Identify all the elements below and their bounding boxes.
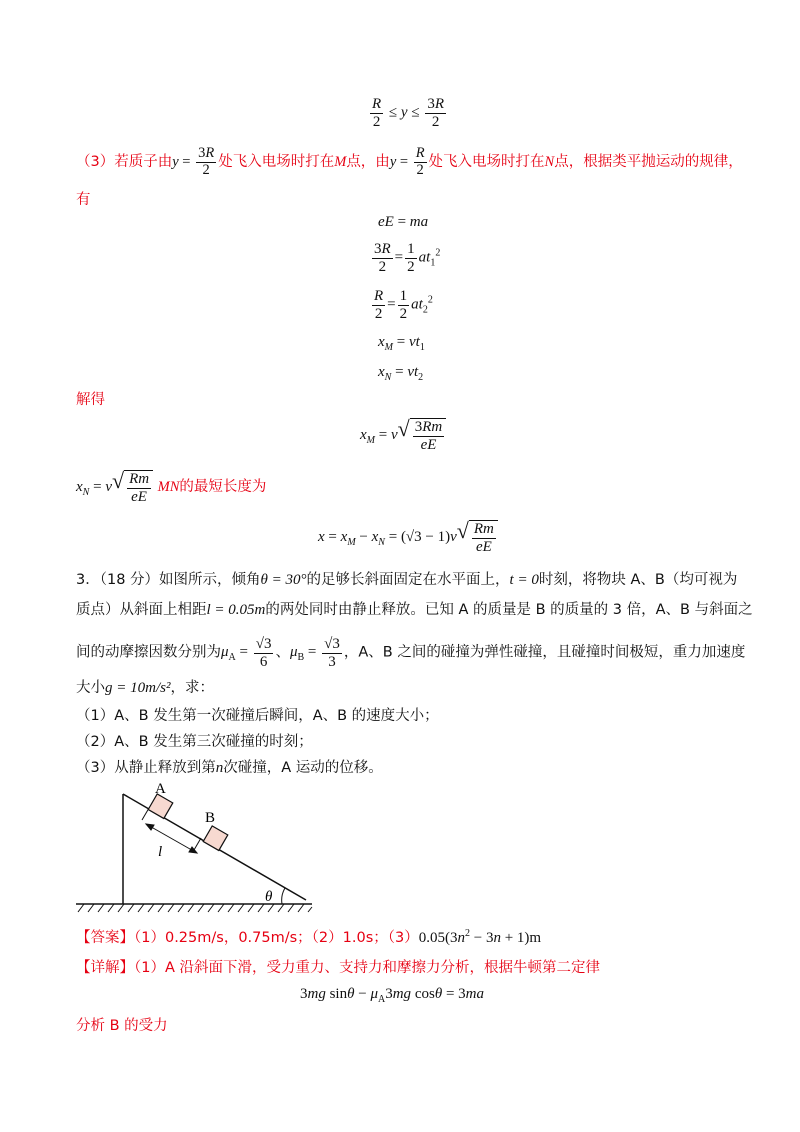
q3-sub1: （1）A、B 发生第一次碰撞后瞬间，A、B 的速度大小； [76, 708, 439, 724]
part3-intro-cont: 有 [76, 192, 91, 208]
jie-de-label: 解得 [76, 392, 105, 408]
distance-label: l [158, 844, 163, 860]
theta-arc [282, 888, 285, 904]
q3-line4: 大小g = 10m/s²，求： [76, 680, 214, 696]
eq-3R2: $\frac{3R}{2}$ = $\frac{1}{2}$ $at_1^2$ [374, 241, 441, 275]
q3-line3: 间的动摩擦因数分别为$\mu_A$ = $\frac{√3}{6}$ 、$\mu_B$ = $\frac{√3}{3}$ ，A、B 之间的碰撞为弹性碰撞，且碰撞时间极短，重力加速度 [76, 636, 746, 670]
incline-figure [70, 780, 320, 915]
range-equation: $\frac{R}{2}$ ≤ y ≤ $\frac{3R}{2}$ [372, 96, 444, 130]
ground-hatching [78, 904, 312, 912]
part3-intro: （3）若质子由y = $\frac{3R}{2}$ 处飞入电场时打在M点，由y = $\frac{R}{2}$ 处飞入电场时打在N点，根据类平抛运动的规律， [76, 145, 743, 178]
eq-eE-ma: eE = ma [378, 214, 429, 230]
q3-line1: 3．（18 分）如图所示，倾角θ = 30°的足够长斜面固定在水平面上，t = 0时刻，将物块 A、B（均可视为 [76, 572, 738, 588]
detail-next: 分析 B 的受力 [76, 1018, 168, 1034]
theta-label: θ [265, 889, 273, 905]
newton-equation: 3mg $\sin\theta - \mu_A3mg$ cosθ = 3ma [300, 986, 484, 1005]
answer-line: 【答案】（1）0.25m/s，0.75m/s；（2）1.0s；$(3)0.05(3n^2 - 3n + 1)m$ [76, 928, 542, 946]
eq-xN-vt2: $x_N = vt_2$ [378, 364, 424, 383]
block-B [203, 826, 228, 851]
xN-line: $x_N = v$ √ $\frac{Rm}{eE}$ MN的最短长度为 [76, 468, 267, 505]
q3-line2: 质点）从斜面上相距l = 0.05m的两处同时由静止释放。已知 A 的质量是 B 的质量的 3 倍，A、B 与斜面之 [76, 602, 753, 618]
eq-R2: $\frac{R}{2}$ = $\frac{1}{2}$ $at_2^2$ [374, 288, 433, 322]
detail-line: 【详解】（1）A 沿斜面下滑，受力重力、支持力和摩擦力分析，根据牛顿第二定律 [76, 960, 601, 976]
eq-xM-result: $x_M = v$ √ $\frac{3Rm}{eE}$ [360, 418, 446, 453]
block-B-label: B [205, 810, 216, 826]
block-A [148, 794, 173, 819]
eq-xM-vt1: $x_M = vt_1$ [378, 334, 425, 353]
eq-x-result: $x = x_M - x_N = (√3 - 1)v$ √ $\frac{Rm}{eE}$ [318, 520, 498, 555]
block-A-label: A [155, 781, 166, 797]
q3-sub2: （2）A、B 发生第三次碰撞的时刻； [76, 734, 313, 750]
q3-sub3: （3）从静止释放到第n次碰撞，A 运动的位移。 [76, 760, 383, 776]
distance-arrow [142, 808, 201, 853]
